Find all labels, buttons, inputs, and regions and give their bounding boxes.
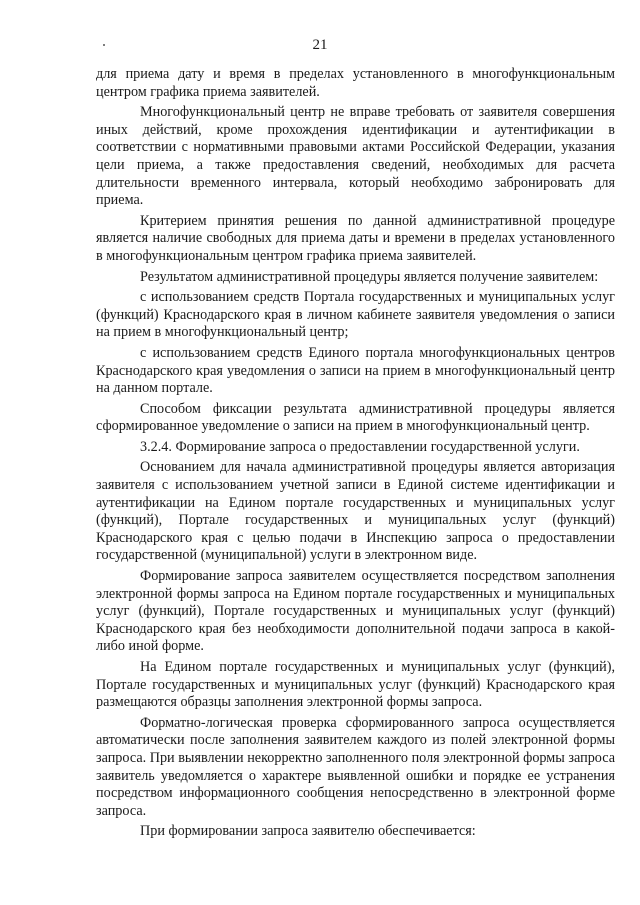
- paragraph: с использованием средств Портала государственных и муниципальных услуг (функций) Краснодарского края в личном кабинете заявителя уведомления о записи на прием в многофункциональный центр;: [96, 289, 615, 341]
- paragraph: При формировании запроса заявителю обеспечивается:: [140, 823, 476, 840]
- paragraph: На Едином портале государственных и муниципальных услуг (функций), Портале государственных и муниципальных услуг (функций) Краснодарского края размещаются образцы заполнения электронной формы запроса.: [96, 659, 615, 711]
- paragraph: Формирование запроса заявителем осуществляется посредством заполнения электронной формы запроса на Едином портале государственных и муниципальных услуг (функций), Портале государственных и муниципальных услуг (функций) Краснодарского края без необходимости дополнительной подачи запроса в какой-либо иной форме.: [96, 568, 615, 655]
- paragraph: Способом фиксации результата административной процедуры является сформированное уведомление о записи на прием в многофункциональный центр.: [96, 400, 615, 435]
- paragraph: Результатом административной процедуры является получение заявителем:: [140, 268, 599, 285]
- paragraph: Критерием принятия решения по данной административной процедуре является наличие свободных для приема даты и времени в пределах установленного в многофункциональным центром графика приема заявителей.: [96, 212, 615, 264]
- paragraph: Многофункциональный центр не вправе требовать от заявителя совершения иных действий, кроме прохождения идентификации и аутентификации в соответствии с нормативными правовыми актами Российской Федерации, указания цели приема, а также предоставления сведений, необходимых для расчета длительности временного интервала, который необходимо забронировать для приема.: [96, 104, 615, 209]
- document-body: [96, 66, 615, 844]
- paragraph: Основанием для начала административной процедуры является авторизация заявителя с использованием учетной записи в Единой системе идентификации и аутентификации на Едином портале государственных и муниципальных услуг (функций), Портале государственных и муниципальных услуг (функций) Краснодарского края с целью подачи в Инспекцию запроса о предоставлении государственной (муниципальной) услуги в электронном виде.: [96, 459, 615, 564]
- paragraph-continuation: для приема дату и время в пределах установленного в многофункциональным центром графика приема заявителей.: [96, 66, 615, 100]
- paragraph: Форматно-логическая проверка сформированного запроса осуществляется автоматически после заполнения заявителем каждого из полей электронной формы запроса. При выявлении некорректно заполненного поля электронной формы запроса заявитель уведомляется о характере выявленной ошибки и порядке ее устранения посредством информационного сообщения непосредственно в электронной форме запроса.: [96, 714, 615, 819]
- section-heading: 3.2.4. Формирование запроса о предоставлении государственной услуги.: [140, 438, 580, 455]
- page-number: 21: [312, 37, 328, 53]
- paragraph: с использованием средств Единого портала многофункциональных центров Краснодарского края уведомления о записи на прием в многофункциональный центр на данном портале.: [96, 344, 615, 397]
